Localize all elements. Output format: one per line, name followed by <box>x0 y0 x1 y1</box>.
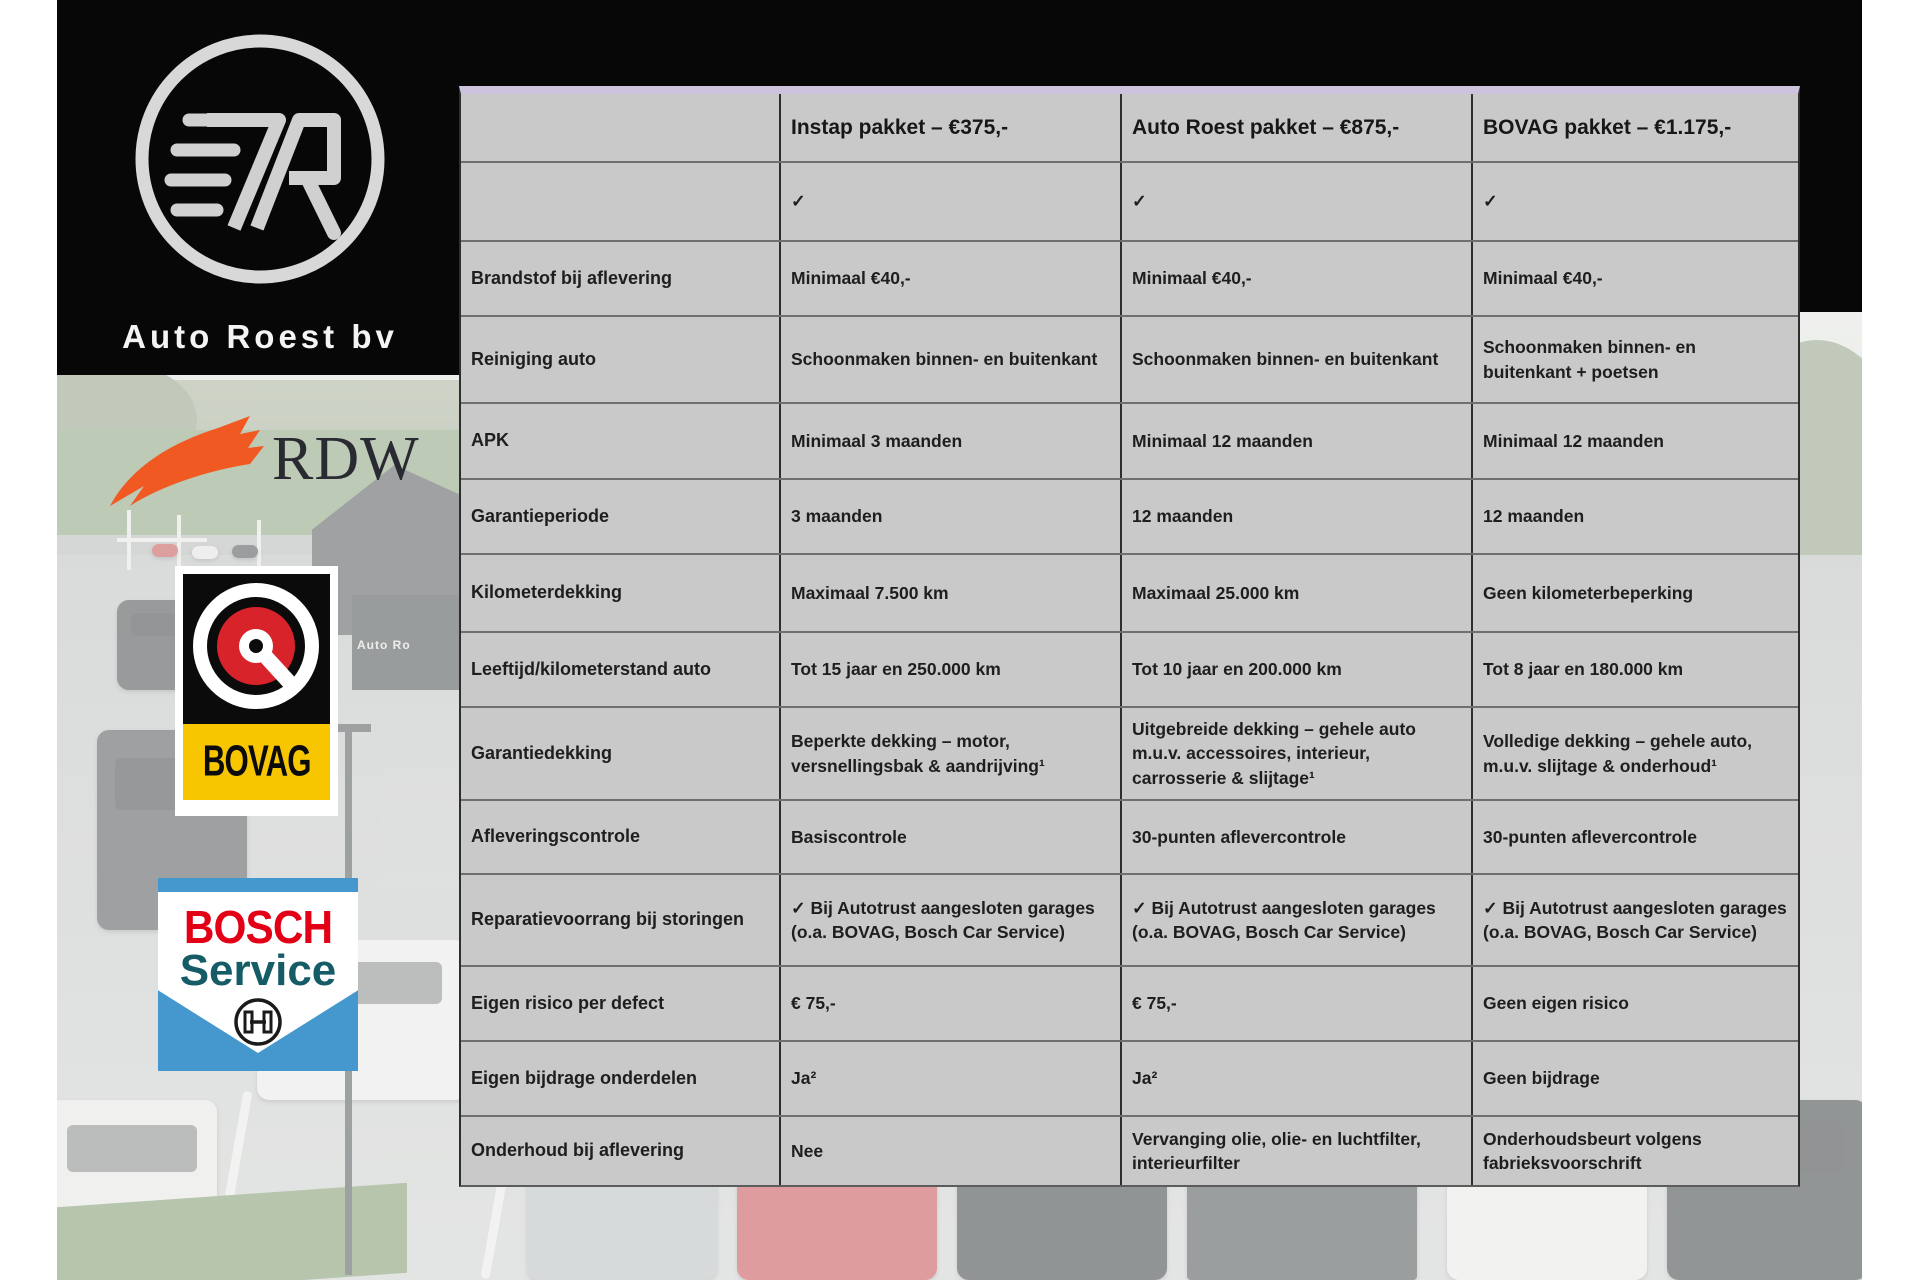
value-cell: ✓ <box>1120 163 1471 240</box>
bovag-text: BOVAG <box>202 737 311 786</box>
table-row <box>461 163 1798 242</box>
table-row <box>461 317 1798 404</box>
building-sign-text: Auto Ro <box>357 638 411 652</box>
value-cell: Ja² <box>779 1042 1120 1115</box>
value-cell: Beperkte dekking – motor, versnellingsbak & aandrijving¹ <box>779 708 1120 799</box>
value-cell: ✓ <box>779 163 1120 240</box>
value-cell: Nee <box>779 1117 1120 1185</box>
rdw-logo <box>100 408 420 523</box>
car-shape <box>232 545 258 558</box>
value-cell: Schoonmaken binnen- en buitenkant <box>779 317 1120 402</box>
row-label: Garantieperiode <box>471 505 610 526</box>
table-row <box>461 242 1798 317</box>
value-cell: Maximaal 25.000 km <box>1120 555 1471 631</box>
auto-roest-logo-icon <box>129 28 391 295</box>
company-name: Auto Roest bv <box>122 318 398 355</box>
auto-roest-logo-panel <box>57 0 463 375</box>
value-cell: Tot 10 jaar en 200.000 km <box>1120 633 1471 706</box>
bovag-logo <box>175 566 338 816</box>
value-cell: Schoonmaken binnen- en buitenkant + poetsen <box>1471 317 1800 402</box>
table-row <box>461 1117 1798 1185</box>
table-row <box>461 94 1798 163</box>
value-cell: 12 maanden <box>1471 480 1800 553</box>
table-row <box>461 967 1798 1042</box>
photo-fence <box>117 538 207 542</box>
value-cell: € 75,- <box>779 967 1120 1040</box>
value-cell: ✓ Bij Autotrust aangesloten garages (o.a. BOVAG, Bosch Car Service) <box>1471 875 1800 965</box>
photo-pole <box>257 520 261 570</box>
package-header-cell: BOVAG pakket – €1.175,- <box>1471 94 1800 161</box>
value-cell: Geen eigen risico <box>1471 967 1800 1040</box>
row-label: Eigen bijdrage onderdelen <box>471 1067 698 1088</box>
value-cell: Minimaal €40,- <box>1471 242 1800 315</box>
table-row <box>461 708 1798 801</box>
rdw-text: RDW <box>272 425 420 493</box>
header-empty-cell <box>461 94 779 161</box>
table-row <box>461 801 1798 875</box>
value-cell: Minimaal 3 maanden <box>779 404 1120 478</box>
value-cell: Schoonmaken binnen- en buitenkant <box>1120 317 1471 402</box>
value-cell: Onderhoudsbeurt volgens fabrieksvoorschrift <box>1471 1117 1800 1185</box>
value-cell: € 75,- <box>1120 967 1471 1040</box>
car-shape <box>192 546 218 559</box>
value-cell: Minimaal 12 maanden <box>1120 404 1471 478</box>
bosch-service-logo <box>158 878 358 1071</box>
row-label: Afleveringscontrole <box>471 826 641 847</box>
table-row <box>461 1042 1798 1117</box>
bovag-emblem <box>183 574 330 724</box>
row-label: Reparatievoorrang bij storingen <box>471 909 745 930</box>
value-cell: Uitgebreide dekking – gehele auto m.u.v. accessoires, interieur, carrosserie & slijtage¹ <box>1120 708 1471 799</box>
bovag-band <box>183 724 330 800</box>
value-cell: Minimaal €40,- <box>779 242 1120 315</box>
row-label: Onderhoud bij aflevering <box>471 1140 685 1161</box>
row-label: Reiniging auto <box>471 348 596 369</box>
row-label: APK <box>471 430 510 451</box>
value-cell: Minimaal 12 maanden <box>1471 404 1800 478</box>
value-cell: Basiscontrole <box>779 801 1120 873</box>
car-shape <box>152 544 178 557</box>
value-cell: Tot 15 jaar en 250.000 km <box>779 633 1120 706</box>
value-cell: Volledige dekking – gehele auto, m.u.v. slijtage & onderhoud¹ <box>1471 708 1800 799</box>
table-row <box>461 555 1798 633</box>
rdw-swoosh-icon <box>100 408 275 518</box>
table-row <box>461 633 1798 708</box>
package-comparison-table <box>459 86 1800 1187</box>
package-header-cell: Instap pakket – €375,- <box>779 94 1120 161</box>
table-row <box>461 875 1798 967</box>
value-cell: Geen bijdrage <box>1471 1042 1800 1115</box>
value-cell: Maximaal 7.500 km <box>779 555 1120 631</box>
value-cell: ✓ Bij Autotrust aangesloten garages (o.a. BOVAG, Bosch Car Service) <box>779 875 1120 965</box>
value-cell: Minimaal €40,- <box>1120 242 1471 315</box>
value-cell: 12 maanden <box>1120 480 1471 553</box>
table-row <box>461 404 1798 480</box>
bosch-service-text: Service <box>179 946 337 995</box>
value-cell: Tot 8 jaar en 180.000 km <box>1471 633 1800 706</box>
row-label <box>461 163 779 240</box>
bosch-text: BOSCH <box>183 901 333 953</box>
row-label: Eigen risico per defect <box>471 992 665 1013</box>
row-label: Kilometerdekking <box>471 582 623 603</box>
bosch-anchor-icon <box>232 996 284 1053</box>
value-cell: Ja² <box>1120 1042 1471 1115</box>
value-cell: 30-punten aflevercontrole <box>1120 801 1471 873</box>
value-cell: ✓ Bij Autotrust aangesloten garages (o.a. BOVAG, Bosch Car Service) <box>1120 875 1471 965</box>
value-cell: Geen kilometerbeperking <box>1471 555 1800 631</box>
row-label: Leeftijd/kilometerstand auto <box>471 658 712 679</box>
value-cell: Vervanging olie, olie- en luchtfilter, interieurfilter <box>1120 1117 1471 1185</box>
value-cell: 30-punten aflevercontrole <box>1471 801 1800 873</box>
row-label: Garantiedekking <box>471 742 613 763</box>
table-row <box>461 480 1798 555</box>
row-label: Brandstof bij aflevering <box>471 267 673 288</box>
value-cell: ✓ <box>1471 163 1800 240</box>
value-cell: 3 maanden <box>779 480 1120 553</box>
photo-pole <box>177 515 181 570</box>
package-header-cell: Auto Roest pakket – €875,- <box>1120 94 1471 161</box>
